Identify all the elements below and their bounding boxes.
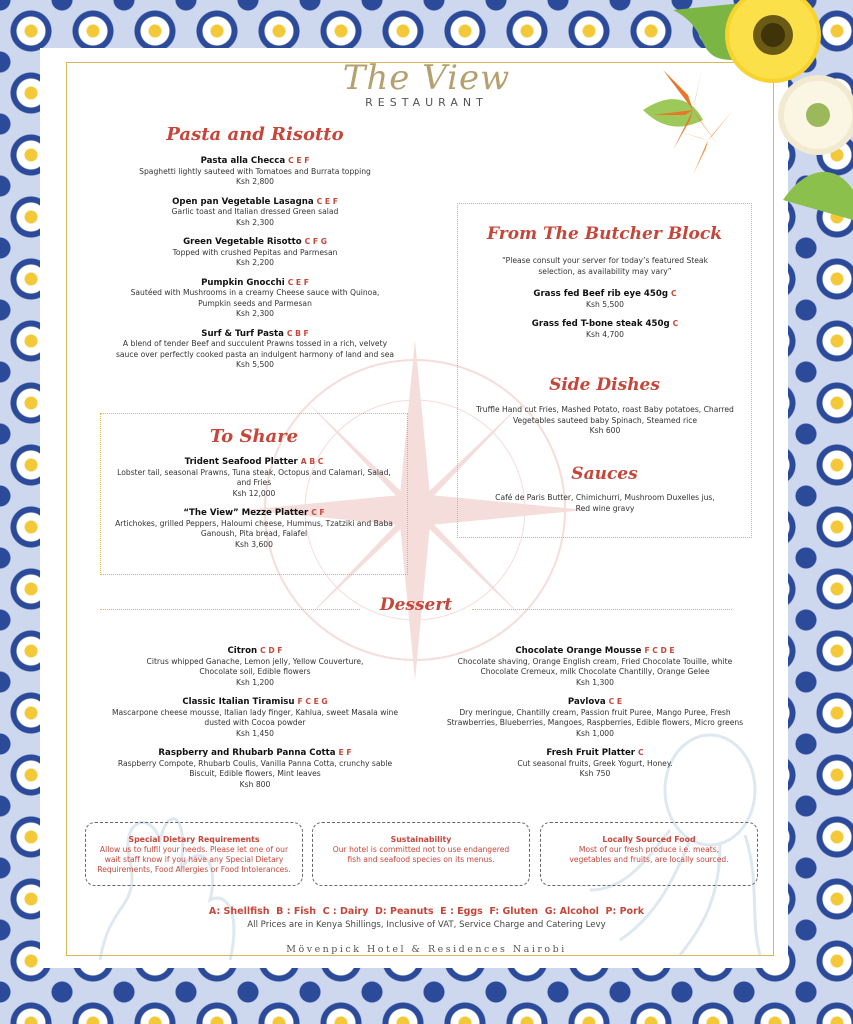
allergen-code: C B F (286, 328, 309, 338)
item-price: Ksh 2,800 (236, 177, 274, 186)
item-price: Ksh 2,200 (236, 258, 274, 267)
allergen-code: C F G (304, 237, 327, 246)
menu-item (100, 278, 410, 320)
item-name: Green Vegetable Risotto (183, 237, 302, 247)
allergen-code: E F (338, 748, 352, 757)
item-price: Ksh 5,500 (586, 299, 624, 309)
sauces-heading: Sauces (571, 464, 638, 484)
menu-item (100, 156, 410, 188)
restaurant-title: The View (342, 58, 511, 98)
note-title: Locally Sourced Food (602, 835, 696, 844)
item-name: “The View” Mezze Platter (183, 508, 309, 518)
note-text: Our hotel is committed not to use endangered fish and seafood species on its menus. (332, 845, 510, 864)
allergen-code: C D F (260, 646, 283, 655)
item-description: Artichokes, grilled Peppers, Haloumi cheese, Hummus, Tzatziki and Baba Ganoush, Pita bread, Falafel (115, 518, 393, 538)
allergen-code: C (638, 748, 644, 757)
menu-item (440, 646, 750, 688)
menu-item (112, 508, 396, 550)
item-name: Pasta alla Checca (200, 156, 286, 166)
item-price: Ksh 4,700 (586, 329, 624, 339)
item-name: Trident Seafood Platter (184, 457, 298, 467)
item-price: Ksh 2,300 (236, 309, 274, 318)
dessert-divider-left (100, 609, 360, 610)
item-description: Topped with crushed Pepitas and Parmesan (172, 247, 338, 257)
item-description: Spaghetti lightly sauteed with Tomatoes and Burrata topping (139, 166, 371, 176)
item-description: A blend of tender Beef and succulent Prawns tossed in a rich, velvety sauce over perfectly cooked pasta an indulgent harmony of land and sea (115, 339, 395, 359)
hotel-name: Mövenpick Hotel & Residences Nairobi (286, 944, 567, 955)
note-title: Sustainability (390, 835, 452, 844)
locally-sourced-note (540, 822, 758, 886)
butcher-heading: From The Butcher Block (487, 224, 722, 244)
to-share-section (112, 457, 396, 559)
note-text: Most of our fresh produce i.e. meats, vegetables and fruits, are locally sourced. (569, 845, 729, 864)
menu-item (100, 237, 410, 269)
butcher-block-box (457, 203, 752, 538)
item-description: Raspberry Compote, Rhubarb Coulis, Vanilla Panna Cotta, crunchy sable Biscuit, Edible flowers, Mint leaves (117, 758, 393, 778)
allergen-code: C (671, 289, 677, 298)
item-name: Pumpkin Gnocchi (201, 277, 285, 288)
sunflower-bouquet-icon (633, 0, 853, 220)
side-dishes-heading: Side Dishes (549, 375, 660, 395)
menu-item (100, 697, 410, 739)
sustainability-note (312, 822, 530, 886)
sauces-section (470, 493, 740, 514)
side-dishes-description: Truffle Hand cut Fries, Mashed Potato, roast Baby potatoes, Charred Vegetables sauteed baby Spinach, Steamed rice (476, 405, 734, 425)
item-description: Mascarpone cheese mousse, Italian lady finger, Kahlua, sweet Masala wine dusted with Cocoa powder (111, 707, 399, 727)
item-price: Ksh 750 (579, 769, 611, 778)
menu-item (470, 289, 740, 310)
item-name: Fresh Fruit Platter (546, 748, 636, 758)
butcher-section (470, 256, 740, 349)
item-description: Sautéed with Mushrooms in a creamy Cheese sauce with Quinoa, Pumpkin seeds and Parmesan (130, 288, 380, 308)
menu-item (100, 646, 410, 688)
item-price: Ksh 1,300 (576, 677, 614, 687)
butcher-note: “Please consult your server for today’s featured Steak selection, as availability may vary” (501, 256, 708, 276)
item-price: Ksh 1,000 (576, 728, 614, 738)
restaurant-subtitle: RESTAURANT (365, 96, 488, 109)
menu-item (112, 457, 396, 499)
menu-item (440, 748, 750, 780)
dessert-heading: Dessert (379, 595, 453, 615)
dietary-requirements-note (85, 822, 303, 886)
allergen-code: F C E G (297, 697, 328, 706)
item-description: Chocolate shaving, Orange English cream, Fried Chocolate Touille, white Chocolate Cremeux, milk Chocolate Chantilly, Orange Gelee (457, 656, 733, 676)
allergen-code: C E (608, 697, 623, 706)
dessert-right-column (440, 646, 750, 789)
menu-item (100, 329, 410, 371)
item-name: Classic Italian Tiramisu (182, 697, 295, 707)
item-name: Grass fed T-bone steak 450g (531, 319, 670, 329)
sauces-description: Café de Paris Butter, Chimichurri, Mushroom Duxelles jus, Red wine gravy (495, 493, 715, 513)
allergen-code: C E F (287, 277, 309, 287)
allergen-code: F C D E (644, 646, 675, 655)
price-note: All Prices are in Kenya Shillings, Inclusive of VAT, Service Charge and Catering Levy (247, 920, 606, 930)
item-price: Ksh 5,500 (236, 360, 274, 369)
pasta-heading: Pasta and Risotto (166, 124, 344, 145)
menu-item (100, 748, 410, 790)
item-name: Chocolate Orange Mousse (515, 646, 642, 656)
side-dishes-price: Ksh 600 (589, 426, 621, 435)
note-title: Special Dietary Requirements (128, 835, 260, 844)
item-price: Ksh 3,600 (235, 539, 273, 549)
item-name: Surf & Turf Pasta (201, 328, 284, 339)
item-description: Garlic toast and Italian dressed Green salad (171, 207, 339, 216)
item-name: Grass fed Beef rib eye 450g (533, 289, 669, 299)
item-price: Ksh 800 (239, 779, 271, 789)
menu-item (440, 697, 750, 739)
to-share-heading: To Share (209, 426, 299, 447)
allergen-code: C E F (288, 156, 310, 165)
menu-item (470, 319, 740, 340)
item-name: Citron (227, 646, 258, 656)
item-description: Citrus whipped Ganache, Lemon jelly, Yellow Couverture, Chocolate soil, Edible flowers (146, 656, 364, 676)
pasta-section (100, 156, 410, 380)
item-description: Lobster tail, seasonal Prawns, Tuna steak, Octopus and Calamari, Salad, and Fries (117, 467, 391, 487)
item-price: Ksh 1,450 (236, 728, 274, 738)
side-dishes-section (470, 405, 740, 437)
allergen-legend: A: Shellfish B : Fish C : Dairy D: Peanuts E : Eggs F: Gluten G: Alcohol P: Pork (208, 906, 645, 917)
item-description: Dry meringue, Chantilly cream, Passion fruit Puree, Mango Puree, Fresh Strawberries, Blueberries, Mangoes, Raspberries, Edible flowers, Micro greens (446, 707, 744, 727)
item-description: Cut seasonal fruits, Greek Yogurt, Honey. (517, 758, 673, 768)
dessert-left-column (100, 646, 410, 799)
item-price: Ksh 12,000 (232, 488, 276, 498)
allergen-code: A B C (300, 457, 324, 466)
allergen-code: C F (311, 508, 325, 517)
item-price: Ksh 2,300 (236, 217, 274, 227)
item-name: Pavlova (567, 697, 606, 707)
item-name: Raspberry and Rhubarb Panna Cotta (158, 748, 336, 758)
dessert-divider-right (472, 609, 732, 610)
item-name: Open pan Vegetable Lasagna (172, 196, 314, 207)
menu-item (100, 197, 410, 229)
allergen-code: C E F (316, 196, 338, 206)
allergen-code: C (672, 319, 679, 328)
item-price: Ksh 1,200 (236, 677, 274, 687)
note-text: Allow us to fulfil your needs. Please let one of our wait staff know if you have any Special Dietary Requirements, Food Allergies or Food Intolerances. (97, 845, 291, 874)
